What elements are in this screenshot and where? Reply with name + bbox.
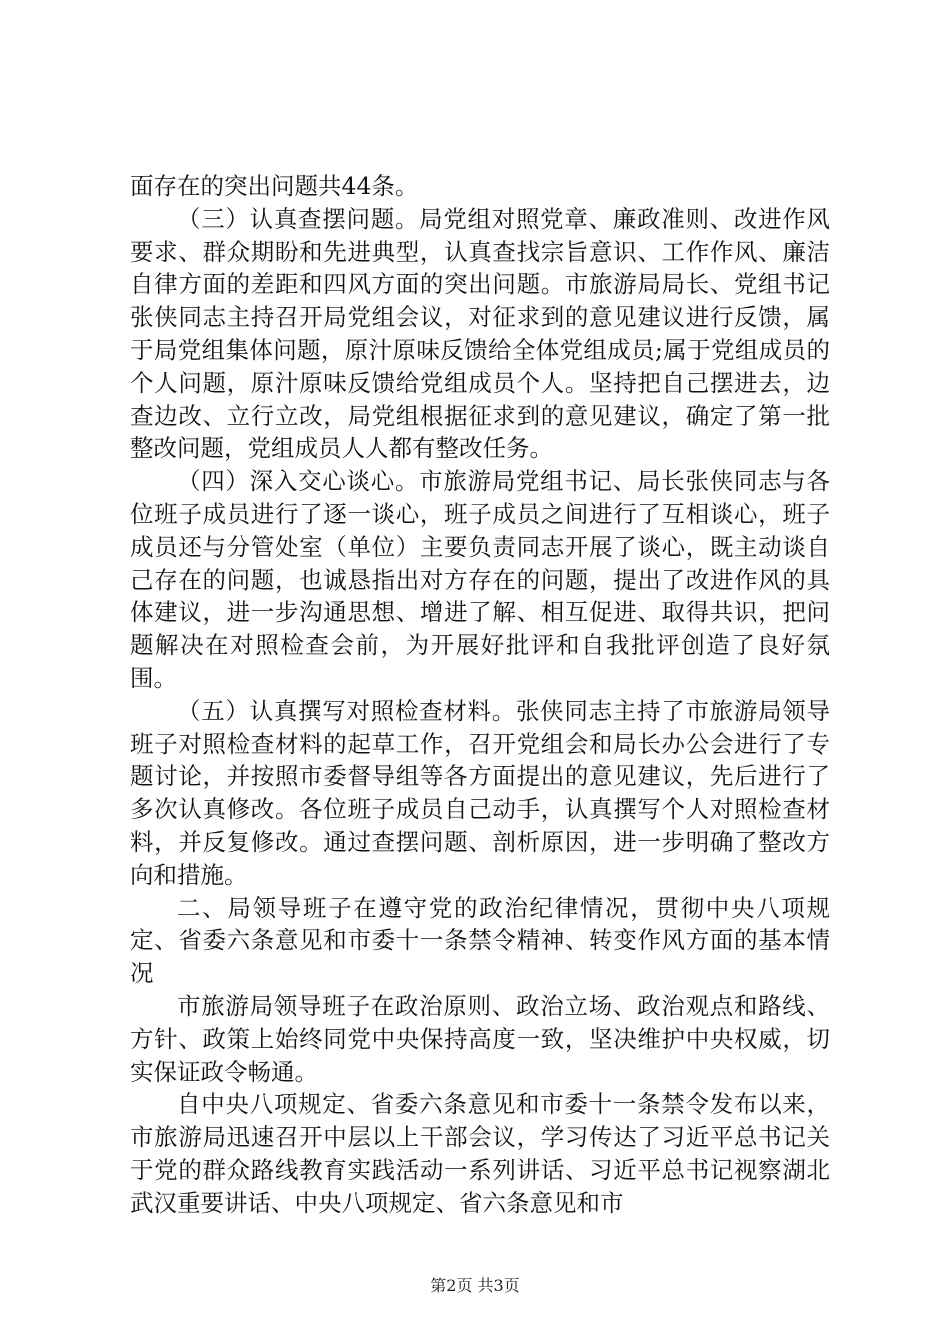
paragraph-political-alignment: 市旅游局领导班子在政治原则、政治立场、政治观点和路线、方针、政策上始终同党中央保持高度一致，坚决维护中央权威，切实保证政令畅通。 xyxy=(130,991,830,1086)
paragraph-eight-rules: 自中央八项规定、省委六条意见和市委十一条禁令发布以来，市旅游局迅速召开中层以上干部会议，学习传达了习近平总书记关于党的群众路线教育实践活动一系列讲话、习近平总书记视察湖北武汉重要讲话、中央八项规定、省六条意见和市 xyxy=(130,1090,830,1217)
paragraph-continuation: 面存在的突出问题共44条。 xyxy=(130,172,419,200)
paragraph-section-5: （五）认真撰写对照检查材料。张侠同志主持了市旅游局领导班子对照检查材料的起草工作，召开党组会和局长办公会进行了专题讨论，并按照市委督导组等各方面提出的意见建议，先后进行了多次认真修改。各位班子成员自己动手，认真撰写个人对照检查材料，并反复修改。通过查摆问题、剖析原因，进一步明确了整改方向和措施。 xyxy=(130,696,830,889)
section-heading-2: 二、局领导班子在遵守党的政治纪律情况，贯彻中央八项规定、省委六条意见和市委十一条禁令精神、转变作风方面的基本情况 xyxy=(130,893,830,988)
paragraph-section-3: （三）认真查摆问题。局党组对照党章、廉政准则、改进作风要求、群众期盼和先进典型，认真查找宗旨意识、工作作风、廉洁自律方面的差距和四风方面的突出问题。市旅游局局长、党组书记张侠同志主持召开局党组会议，对征求到的意见建议进行反馈，属于局党组集体问题，原汁原味反馈给全体党组成员;属于党组成员的个人问题，原汁原味反馈给党组成员个人。坚持把自己摆进去，边查边改、立行立改，局党组根据征求到的意见建议，确定了第一批整改问题，党组成员人人都有整改任务。 xyxy=(130,204,830,463)
page-footer: 第2页 共3页 xyxy=(430,1276,520,1295)
paragraph-section-4: （四）深入交心谈心。市旅游局党组书记、局长张侠同志与各位班子成员进行了逐一谈心，班子成员之间进行了互相谈心，班子成员还与分管处室（单位）主要负责同志开展了谈心，既主动谈自己存在的问题，也诚恳指出对方存在的问题，提出了改进作风的具体建议，进一步沟通思想、增进了解、相互促进、取得共识，把问题解决在对照检查会前，为开展好批评和自我批评创造了良好氛围。 xyxy=(130,467,830,692)
document-body xyxy=(130,170,830,1220)
